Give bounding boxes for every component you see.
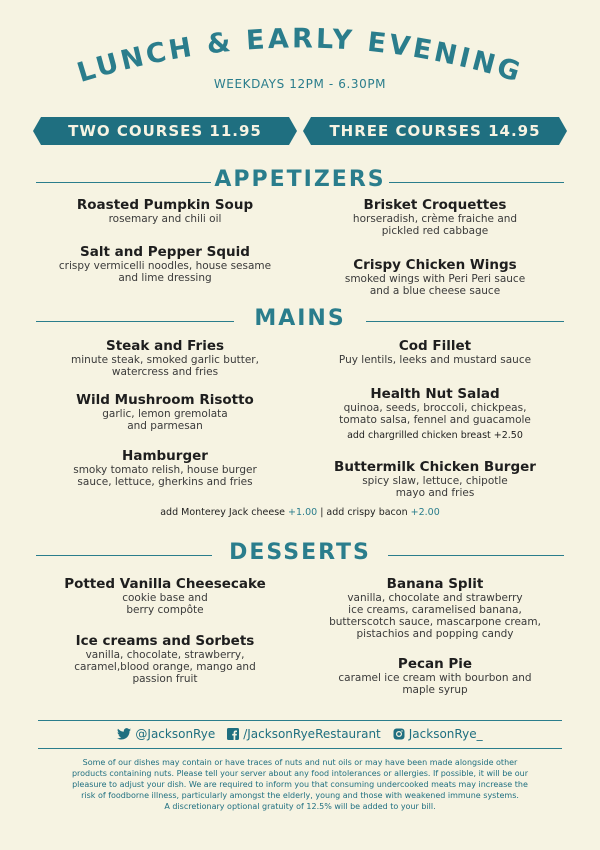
menu-item <box>305 577 565 640</box>
desserts-title: DESSERTS <box>229 540 371 565</box>
desserts-heading <box>36 540 564 570</box>
menu-item <box>35 339 295 378</box>
item-desc: sauce, lettuce, gherkins and fries <box>77 476 253 488</box>
two-courses-banner <box>41 117 289 145</box>
item-desc: horseradish, crème fraiche and <box>352 213 518 225</box>
item-desc: and a blue cheese sauce <box>369 285 501 297</box>
addon-price: +2.50 <box>493 430 523 441</box>
item-desc: vanilla, chocolate and strawberry <box>347 592 523 604</box>
addon-text: add chargrilled chicken breast <box>347 430 494 441</box>
disclaimer-line: pleasure to adjust your dish. We are required to inform you that consuming undercooked meats may increase the <box>72 780 528 789</box>
disclaimer-line: Some of our dishes may contain or have traces of nuts and nut oils or may have been made alongside other <box>82 758 518 767</box>
item-desc: watercress and fries <box>111 366 219 378</box>
menu-item <box>35 634 295 685</box>
item-desc: ice creams, caramelised banana, <box>348 604 522 616</box>
facebook-link[interactable] <box>227 727 381 741</box>
item-desc: and parmesan <box>127 420 203 432</box>
item-desc: quinoa, seeds, broccoli, chickpeas, <box>343 402 527 414</box>
disclaimer-line: A discretionary optional gratuity of 12.5% will be added to your bill. <box>164 802 436 811</box>
mains-heading <box>36 306 564 336</box>
item-desc: garlic, lemon gremolata <box>102 408 228 420</box>
menu-item <box>305 657 565 696</box>
appetizers-title: APPETIZERS <box>214 167 386 192</box>
allergen-disclaimer <box>44 757 556 812</box>
item-name: Potted Vanilla Cheesecake <box>64 576 266 592</box>
item-desc: berry compôte <box>126 604 204 616</box>
item-desc: maple syrup <box>402 684 468 696</box>
menu-item <box>35 449 295 488</box>
item-desc: and lime dressing <box>118 272 212 284</box>
disclaimer-line: products containing nuts. Please tell your server about any food intolerances or allergies. If possible, it will be our <box>71 769 529 778</box>
addon-text: | add crispy bacon <box>317 507 411 518</box>
item-name: Banana Split <box>386 576 484 592</box>
item-desc: spicy slaw, lettuce, chipotle <box>362 475 508 487</box>
item-desc: tomato salsa, fennel and guacamole <box>339 414 531 426</box>
menu-item <box>35 577 295 616</box>
item-name: Health Nut Salad <box>370 386 500 402</box>
item-name: Buttermilk Chicken Burger <box>334 459 536 475</box>
hours-text: WEEKDAYS 12PM - 6.30PM <box>213 77 387 91</box>
addon-price: +2.00 <box>410 507 440 518</box>
item-desc: caramel ice cream with bourbon and <box>338 672 532 684</box>
menu-item <box>35 198 295 225</box>
item-name: Cod Fillet <box>398 338 472 354</box>
item-desc: crispy vermicelli noodles, house sesame <box>58 260 272 272</box>
item-name: Wild Mushroom Risotto <box>76 392 254 408</box>
facebook-handle: /JacksonRyeRestaurant <box>243 727 381 741</box>
item-desc: smoky tomato relish, house burger <box>73 464 257 476</box>
item-desc: vanilla, chocolate, strawberry, <box>85 649 245 661</box>
disclaimer-line: risk of foodborne illness, particularly amongst the elderly, young and those with weakened immune systems. <box>81 791 519 800</box>
item-name: Salt and Pepper Squid <box>80 244 250 260</box>
menu-item <box>305 339 565 366</box>
item-name: Pecan Pie <box>397 656 473 672</box>
three-courses-banner <box>311 117 559 145</box>
two-courses-label: TWO COURSES 11.95 <box>68 122 262 140</box>
instagram-link[interactable] <box>393 727 483 741</box>
item-desc: pistachios and popping candy <box>356 628 514 640</box>
item-desc: passion fruit <box>132 673 198 685</box>
social-links <box>0 725 600 743</box>
menu-item <box>305 198 565 237</box>
item-desc: butterscotch sauce, mascarpone cream, <box>329 616 541 628</box>
menu-title-text: LUNCH & EARLY EVENING <box>73 23 527 89</box>
item-desc: Puy lentils, leeks and mustard sauce <box>338 354 532 366</box>
appetizers-heading <box>36 167 564 197</box>
menu-item <box>305 460 565 499</box>
three-courses-label: THREE COURSES 14.95 <box>329 122 541 140</box>
item-desc: mayo and fries <box>395 487 475 499</box>
instagram-handle: JacksonRye_ <box>408 727 483 741</box>
twitter-handle: @JacksonRye <box>135 727 216 741</box>
mains-addon-note <box>0 507 600 518</box>
item-desc: caramel,blood orange, mango and <box>74 661 256 673</box>
mains-title: MAINS <box>254 306 346 331</box>
item-desc: smoked wings with Peri Peri sauce <box>344 273 526 285</box>
item-name: Steak and Fries <box>105 338 225 354</box>
menu-header <box>0 0 600 170</box>
item-name: Roasted Pumpkin Soup <box>76 197 254 213</box>
facebook-icon <box>227 728 239 740</box>
addon-note <box>305 430 565 442</box>
item-desc: pickled red cabbage <box>381 225 489 237</box>
addon-text: add Monterey Jack cheese <box>160 507 289 518</box>
twitter-link[interactable] <box>117 727 215 741</box>
item-name: Ice creams and Sorbets <box>75 633 255 649</box>
instagram-icon <box>393 728 405 740</box>
twitter-icon <box>117 728 131 740</box>
item-name: Crispy Chicken Wings <box>353 257 517 273</box>
item-desc: rosemary and chili oil <box>108 213 222 225</box>
menu-item <box>305 258 565 297</box>
menu-item <box>35 245 295 284</box>
item-name: Brisket Croquettes <box>363 197 507 213</box>
item-desc: minute steak, smoked garlic butter, <box>71 354 259 366</box>
item-desc: cookie base and <box>122 592 208 604</box>
footer-divider <box>38 720 562 721</box>
addon-price: +1.00 <box>288 507 318 518</box>
menu-item <box>35 393 295 432</box>
item-name: Hamburger <box>122 448 208 464</box>
menu-item <box>305 387 565 442</box>
footer-divider <box>38 748 562 749</box>
